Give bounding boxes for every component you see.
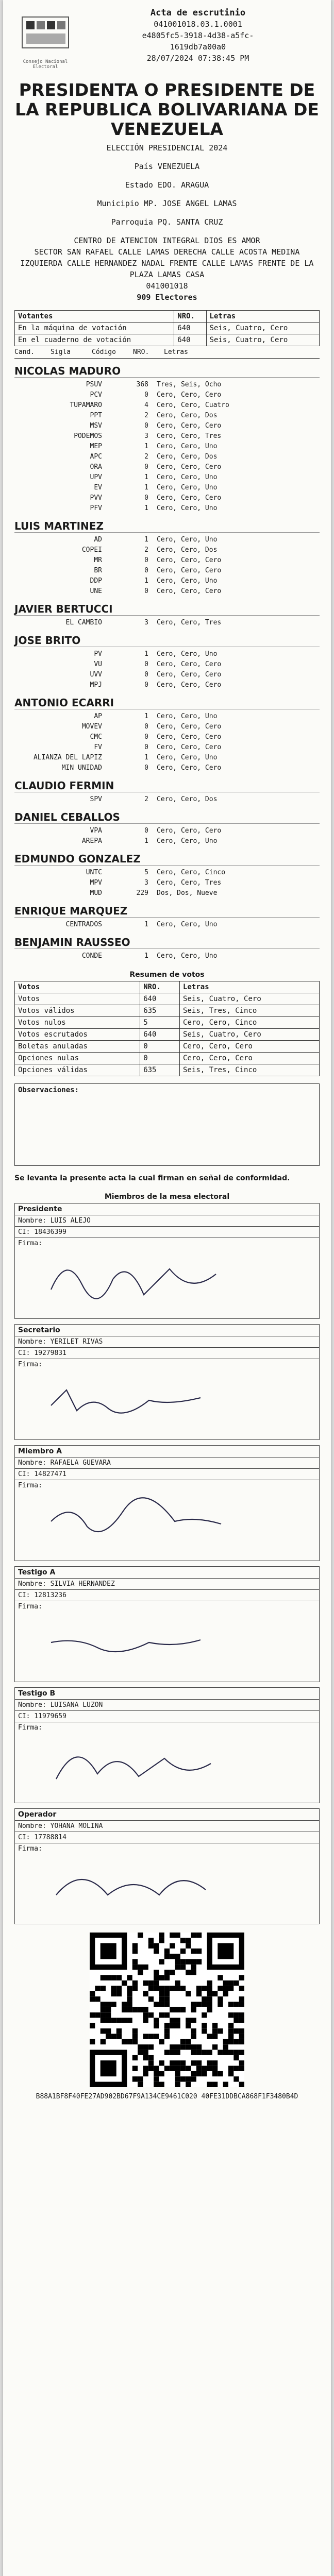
party-votes: 0 bbox=[144, 764, 148, 772]
party-row bbox=[14, 763, 320, 773]
party-votes: 2 bbox=[144, 453, 148, 461]
signature-area bbox=[15, 1601, 319, 1682]
member-ci: CI: 18436399 bbox=[15, 1227, 319, 1238]
party-votes-words: Cero, Cero, Cuatro bbox=[157, 401, 229, 409]
candidate-name: BENJAMIN RAUSSEO bbox=[14, 936, 320, 949]
party-row bbox=[14, 826, 320, 836]
party-votes: 4 bbox=[144, 401, 148, 409]
member-role: Secretario bbox=[15, 1325, 319, 1336]
parish: Parroquia PQ. SANTA CRUZ bbox=[111, 217, 223, 227]
signature-icon bbox=[46, 1490, 231, 1552]
country: País VENEZUELA bbox=[134, 162, 200, 171]
party-votes-words: Cero, Cero, Cinco bbox=[157, 869, 226, 876]
party-votes-words: Dos, Dos, Nueve bbox=[157, 889, 218, 897]
member-role: Operador bbox=[15, 1809, 319, 1821]
cell: 5 bbox=[140, 1017, 180, 1029]
party-votes: 0 bbox=[144, 723, 148, 731]
acta-header bbox=[14, 7, 320, 74]
signature-icon bbox=[46, 1369, 231, 1431]
member-role: Miembro A bbox=[15, 1446, 319, 1458]
member-box bbox=[14, 1445, 320, 1561]
col-nro: NRO. bbox=[133, 348, 149, 356]
party-row bbox=[14, 920, 320, 930]
voters-col: Votantes bbox=[15, 311, 174, 323]
cell: 640 bbox=[140, 993, 180, 1005]
party-votes: 1 bbox=[144, 443, 148, 450]
party-votes-words: Cero, Cero, Cero bbox=[157, 733, 222, 741]
party-acronym: MPV bbox=[90, 879, 102, 887]
party-votes-words: Cero, Cero, Uno bbox=[157, 837, 218, 845]
acta-hash-1: e4805fc5-3918-4d38-a5fc- bbox=[142, 31, 254, 40]
cell: 640 bbox=[140, 1029, 180, 1041]
party-votes-words: Cero, Cero, Cero bbox=[157, 494, 222, 502]
candidate-name: EDMUNDO GONZALEZ bbox=[14, 853, 320, 866]
party-votes: 0 bbox=[144, 681, 148, 689]
firma-label: Firma: bbox=[18, 1361, 42, 1368]
party-votes: 0 bbox=[144, 463, 148, 471]
party-votes-words: Cero, Cero, Cero bbox=[157, 723, 222, 731]
party-acronym: MUD bbox=[90, 889, 102, 897]
party-acronym: UPV bbox=[90, 473, 102, 481]
member-ci: CI: 11979659 bbox=[15, 1711, 319, 1722]
candidate-name: CLAUDIO FERMIN bbox=[14, 779, 320, 792]
party-votes: 0 bbox=[144, 391, 148, 399]
party-votes: 0 bbox=[144, 827, 148, 835]
party-row bbox=[14, 566, 320, 576]
party-votes-words: Tres, Seis, Ocho bbox=[157, 381, 222, 388]
statement: Se levanta la presente acta la cual firman en señal de conformidad. bbox=[14, 1174, 290, 1182]
party-acronym: SPV bbox=[90, 795, 102, 803]
party-acronym: PCV bbox=[90, 391, 102, 399]
party-row bbox=[14, 888, 320, 899]
cell: Seis, Cuatro, Cero bbox=[180, 993, 320, 1005]
signature-area bbox=[15, 1238, 319, 1318]
party-votes: 1 bbox=[144, 484, 148, 492]
table-row bbox=[15, 1064, 320, 1076]
member-role: Presidente bbox=[15, 1204, 319, 1215]
summary-col: Letras bbox=[180, 981, 320, 993]
signature-icon bbox=[46, 1733, 231, 1794]
candidates-column-header bbox=[14, 346, 320, 359]
party-votes: 0 bbox=[144, 556, 148, 564]
party-votes: 0 bbox=[144, 567, 148, 574]
party-row bbox=[14, 421, 320, 431]
center-address: SECTOR SAN RAFAEL CALLE LAMAS DERECHA CALLE ACOSTA MEDINA IZQUIERDA CALLE HERNANDEZ NADAL FRENTE CALLE LAMAS FRENTE DE LA PLAZA LAMAS CASA bbox=[20, 247, 314, 279]
col-codigo: Código bbox=[92, 348, 116, 356]
party-row bbox=[14, 380, 320, 390]
party-acronym: CONDE bbox=[81, 952, 102, 960]
party-votes: 3 bbox=[144, 879, 148, 887]
party-votes: 2 bbox=[144, 412, 148, 419]
party-acronym: VPA bbox=[90, 827, 102, 835]
cell: 635 bbox=[140, 1005, 180, 1017]
party-votes-words: Cero, Cero, Cero bbox=[157, 567, 222, 574]
cell: Votos nulos bbox=[15, 1017, 140, 1029]
party-row bbox=[14, 400, 320, 411]
member-name: Nombre: LUIS ALEJO bbox=[15, 1215, 319, 1227]
signature-area bbox=[15, 1480, 319, 1561]
party-votes: 1 bbox=[144, 650, 148, 658]
party-votes: 0 bbox=[144, 743, 148, 751]
party-acronym: MPJ bbox=[90, 681, 102, 689]
party-row bbox=[14, 878, 320, 888]
firma-label: Firma: bbox=[18, 1603, 42, 1611]
party-votes-words: Cero, Cero, Uno bbox=[157, 577, 218, 585]
party-votes: 229 bbox=[136, 889, 148, 897]
party-votes-words: Cero, Cero, Cero bbox=[157, 556, 222, 564]
party-votes: 1 bbox=[144, 754, 148, 761]
party-acronym: FV bbox=[94, 743, 102, 751]
cell: Boletas anuladas bbox=[15, 1041, 140, 1053]
party-votes-words: Cero, Cero, Cero bbox=[157, 827, 222, 835]
member-name: Nombre: YOHANA MOLINA bbox=[15, 1821, 319, 1832]
party-votes-words: Cero, Cero, Dos bbox=[157, 453, 218, 461]
center-code: 041001018 bbox=[146, 281, 188, 291]
member-name: Nombre: LUISANA LUZON bbox=[15, 1700, 319, 1711]
party-acronym: UNE bbox=[90, 587, 102, 595]
cell: 635 bbox=[140, 1064, 180, 1076]
table-row bbox=[15, 1053, 320, 1064]
party-votes-words: Cero, Cero, Cero bbox=[157, 587, 222, 595]
member-ci: CI: 19279831 bbox=[15, 1348, 319, 1359]
party-votes: 368 bbox=[136, 381, 148, 388]
party-votes: 1 bbox=[144, 713, 148, 720]
signature-icon bbox=[46, 1612, 231, 1673]
party-acronym: MR bbox=[94, 556, 102, 564]
candidate-name: LUIS MARTINEZ bbox=[14, 520, 320, 533]
candidate-name: JAVIER BERTUCCI bbox=[14, 603, 320, 616]
member-box bbox=[14, 1203, 320, 1319]
voters-col: NRO. bbox=[174, 311, 206, 323]
member-name: Nombre: RAFAELA GUEVARA bbox=[15, 1458, 319, 1469]
party-acronym: VU bbox=[94, 660, 102, 668]
cell: 0 bbox=[140, 1041, 180, 1053]
cell: Cero, Cero, Cinco bbox=[180, 1017, 320, 1029]
party-votes-words: Cero, Cero, Dos bbox=[157, 795, 218, 803]
table-row bbox=[15, 1017, 320, 1029]
summary-col: NRO. bbox=[140, 981, 180, 993]
cell: 640 bbox=[174, 334, 206, 346]
cell: Cero, Cero, Cero bbox=[180, 1053, 320, 1064]
firma-label: Firma: bbox=[18, 1482, 42, 1489]
party-votes-words: Cero, Cero, Uno bbox=[157, 443, 218, 450]
party-votes: 1 bbox=[144, 952, 148, 960]
cell: Opciones nulas bbox=[15, 1053, 140, 1064]
party-row bbox=[14, 649, 320, 659]
cell: Votos escrutados bbox=[15, 1029, 140, 1041]
cell: Votos bbox=[15, 993, 140, 1005]
party-acronym: MSV bbox=[90, 422, 102, 430]
party-row bbox=[14, 742, 320, 753]
party-acronym: PPT bbox=[90, 412, 102, 419]
party-acronym: CENTRADOS bbox=[65, 921, 102, 928]
observations-box bbox=[14, 1083, 320, 1166]
cell: Seis, Cuatro, Cero bbox=[206, 334, 319, 346]
party-votes-words: Cero, Cero, Dos bbox=[157, 546, 218, 554]
party-row bbox=[14, 493, 320, 503]
table-row bbox=[15, 323, 320, 334]
location-block bbox=[14, 142, 320, 303]
party-acronym: ORA bbox=[90, 463, 102, 471]
party-votes-words: Cero, Cero, Uno bbox=[157, 754, 218, 761]
party-acronym: UVV bbox=[90, 671, 102, 679]
party-acronym: MEP bbox=[90, 443, 102, 450]
party-votes-words: Cero, Cero, Cero bbox=[157, 660, 222, 668]
col-sigla: Sigla bbox=[51, 348, 71, 356]
cell: Votos válidos bbox=[15, 1005, 140, 1017]
party-votes: 1 bbox=[144, 577, 148, 585]
acta-label: Acta de escrutinio bbox=[150, 8, 246, 18]
firma-label: Firma: bbox=[18, 1240, 42, 1247]
cell: En el cuaderno de votación bbox=[15, 334, 174, 346]
cell: Cero, Cero, Cero bbox=[180, 1041, 320, 1053]
party-row bbox=[14, 753, 320, 763]
table-row bbox=[15, 993, 320, 1005]
cell: Seis, Cuatro, Cero bbox=[206, 323, 319, 334]
center-name: CENTRO DE ATENCION INTEGRAL DIOS ES AMOR bbox=[74, 236, 260, 245]
party-votes: 1 bbox=[144, 921, 148, 928]
party-acronym: PODEMOS bbox=[74, 432, 102, 440]
party-votes-words: Cero, Cero, Uno bbox=[157, 473, 218, 481]
party-votes-words: Cero, Cero, Uno bbox=[157, 536, 218, 544]
party-row bbox=[14, 722, 320, 732]
summary-table bbox=[14, 981, 320, 1076]
cell: 640 bbox=[174, 323, 206, 334]
summary-title: Resumen de votos bbox=[129, 971, 205, 979]
party-acronym: DDP bbox=[90, 577, 102, 585]
party-votes: 1 bbox=[144, 473, 148, 481]
member-ci: CI: 14827471 bbox=[15, 1469, 319, 1480]
member-box bbox=[14, 1687, 320, 1803]
party-row bbox=[14, 545, 320, 555]
acta-meta bbox=[76, 7, 320, 74]
firma-label: Firma: bbox=[18, 1724, 42, 1732]
party-row bbox=[14, 462, 320, 472]
party-votes: 3 bbox=[144, 619, 148, 626]
party-row bbox=[14, 711, 320, 722]
member-ci: CI: 17788814 bbox=[15, 1832, 319, 1843]
acta-number: 041001018.03.1.0001 bbox=[154, 20, 242, 29]
summary-col: Votos bbox=[15, 981, 140, 993]
party-acronym: MOVEV bbox=[81, 723, 102, 731]
party-votes-words: Cero, Cero, Cero bbox=[157, 681, 222, 689]
party-row bbox=[14, 586, 320, 597]
party-votes-words: Cero, Cero, Uno bbox=[157, 504, 218, 512]
party-votes: 0 bbox=[144, 587, 148, 595]
party-row bbox=[14, 442, 320, 452]
cne-logo bbox=[14, 7, 76, 74]
party-row bbox=[14, 503, 320, 514]
party-votes: 2 bbox=[144, 795, 148, 803]
party-acronym: TUPAMARO bbox=[70, 401, 102, 409]
acta-timestamp: 28/07/2024 07:38:45 PM bbox=[146, 54, 249, 63]
party-votes-words: Cero, Cero, Uno bbox=[157, 484, 218, 492]
party-votes: 0 bbox=[144, 494, 148, 502]
cell: 0 bbox=[140, 1053, 180, 1064]
signature-icon bbox=[46, 1854, 231, 1916]
party-row bbox=[14, 555, 320, 566]
member-box bbox=[14, 1566, 320, 1682]
electors-count: 909 Electores bbox=[137, 293, 197, 302]
observations-label: Observaciones: bbox=[18, 1086, 79, 1094]
party-acronym: COPEI bbox=[81, 546, 102, 554]
signature-area bbox=[15, 1722, 319, 1803]
party-acronym: BR bbox=[94, 567, 102, 574]
firma-label: Firma: bbox=[18, 1845, 42, 1853]
voters-col: Letras bbox=[206, 311, 319, 323]
party-votes: 0 bbox=[144, 422, 148, 430]
voters-table bbox=[14, 310, 320, 346]
party-votes-words: Cero, Cero, Uno bbox=[157, 713, 218, 720]
member-box bbox=[14, 1808, 320, 1924]
party-row bbox=[14, 472, 320, 483]
party-votes: 0 bbox=[144, 733, 148, 741]
table-row bbox=[15, 334, 320, 346]
state: Estado EDO. ARAGUA bbox=[125, 180, 209, 190]
table-row bbox=[15, 1005, 320, 1017]
signature-icon bbox=[46, 1248, 231, 1310]
party-acronym: APC bbox=[90, 453, 102, 461]
election-title: PRESIDENTA O PRESIDENTE DE LA REPUBLICA BOLIVARIANA DE VENEZUELA bbox=[15, 80, 319, 139]
party-row bbox=[14, 794, 320, 805]
party-votes-words: Cero, Cero, Tres bbox=[157, 619, 222, 626]
candidate-name: DANIEL CEBALLOS bbox=[14, 811, 320, 824]
party-acronym: ALIANZA DEL LAPIZ bbox=[33, 754, 102, 761]
members-list bbox=[14, 1203, 320, 1924]
party-votes: 1 bbox=[144, 536, 148, 544]
party-votes: 3 bbox=[144, 432, 148, 440]
party-votes-words: Cero, Cero, Cero bbox=[157, 743, 222, 751]
party-row bbox=[14, 535, 320, 545]
member-name: Nombre: SILVIA HERNANDEZ bbox=[15, 1579, 319, 1590]
candidate-name: JOSE BRITO bbox=[14, 634, 320, 647]
party-row bbox=[14, 452, 320, 462]
footer-hash: B88A1BF8F40FE27AD902BD67F9A134CE9461C020 40FE31DDBCA868F1F3480B4D bbox=[36, 2093, 298, 2100]
party-votes-words: Cero, Cero, Tres bbox=[157, 879, 222, 887]
party-row bbox=[14, 576, 320, 586]
party-acronym: AP bbox=[94, 713, 102, 720]
candidate-name: ENRIQUE MARQUEZ bbox=[14, 905, 320, 918]
party-acronym: EL CAMBIO bbox=[65, 619, 102, 626]
member-role: Testigo A bbox=[15, 1567, 319, 1579]
party-acronym: PSUV bbox=[86, 381, 102, 388]
party-votes-words: Cero, Cero, Uno bbox=[157, 952, 218, 960]
table-row bbox=[15, 1041, 320, 1053]
party-acronym: MIN UNIDAD bbox=[61, 764, 102, 772]
candidate-name: NICOLAS MADURO bbox=[14, 365, 320, 378]
party-acronym: PV bbox=[94, 650, 102, 658]
party-votes: 2 bbox=[144, 546, 148, 554]
party-votes-words: Cero, Cero, Uno bbox=[157, 921, 218, 928]
logo-caption: Consejo Nacional Electoral bbox=[23, 59, 68, 70]
qr-code-icon bbox=[90, 1933, 244, 2087]
cell: Opciones válidas bbox=[15, 1064, 140, 1076]
member-ci: CI: 12813236 bbox=[15, 1590, 319, 1601]
party-row bbox=[14, 618, 320, 628]
party-acronym: EV bbox=[94, 484, 102, 492]
party-row bbox=[14, 483, 320, 493]
members-title: Miembros de la mesa electoral bbox=[104, 1193, 230, 1201]
party-votes-words: Cero, Cero, Cero bbox=[157, 764, 222, 772]
party-row bbox=[14, 390, 320, 400]
party-row bbox=[14, 951, 320, 961]
party-votes: 0 bbox=[144, 660, 148, 668]
party-votes-words: Cero, Cero, Cero bbox=[157, 422, 222, 430]
party-votes-words: Cero, Cero, Tres bbox=[157, 432, 222, 440]
qr-code bbox=[14, 1933, 320, 2087]
party-votes-words: Cero, Cero, Cero bbox=[157, 463, 222, 471]
candidates-list bbox=[14, 365, 320, 961]
party-votes: 0 bbox=[144, 671, 148, 679]
election-name: ELECCIÓN PRESIDENCIAL 2024 bbox=[106, 143, 228, 152]
party-votes-words: Cero, Cero, Dos bbox=[157, 412, 218, 419]
party-votes: 1 bbox=[144, 504, 148, 512]
party-acronym: PVV bbox=[90, 494, 102, 502]
party-acronym: AREPA bbox=[81, 837, 102, 845]
municipality: Municipio MP. JOSE ANGEL LAMAS bbox=[97, 199, 237, 208]
party-acronym: AD bbox=[94, 536, 102, 544]
acta-hash-2: 1619db7a00a0 bbox=[170, 42, 226, 52]
party-acronym: UNTC bbox=[86, 869, 102, 876]
col-cand: Cand. bbox=[14, 348, 35, 356]
party-row bbox=[14, 732, 320, 742]
table-row bbox=[15, 1029, 320, 1041]
party-row bbox=[14, 868, 320, 878]
signature-area bbox=[15, 1843, 319, 1924]
party-acronym: PFV bbox=[90, 504, 102, 512]
cne-logo-icon bbox=[17, 12, 74, 58]
party-row bbox=[14, 431, 320, 442]
acta-paper bbox=[3, 0, 331, 2576]
signature-area bbox=[15, 1359, 319, 1439]
party-acronym: CMC bbox=[90, 733, 102, 741]
cell: En la máquina de votación bbox=[15, 323, 174, 334]
party-votes-words: Cero, Cero, Cero bbox=[157, 391, 222, 399]
party-votes-words: Cero, Cero, Uno bbox=[157, 650, 218, 658]
candidate-name: ANTONIO ECARRI bbox=[14, 697, 320, 709]
cell: Seis, Cuatro, Cero bbox=[180, 1029, 320, 1041]
party-row bbox=[14, 411, 320, 421]
party-row bbox=[14, 659, 320, 670]
member-name: Nombre: YERILET RIVAS bbox=[15, 1336, 319, 1348]
party-row bbox=[14, 670, 320, 680]
party-votes-words: Cero, Cero, Cero bbox=[157, 671, 222, 679]
member-role: Testigo B bbox=[15, 1688, 319, 1700]
cell: Seis, Tres, Cinco bbox=[180, 1005, 320, 1017]
party-votes: 5 bbox=[144, 869, 148, 876]
party-row bbox=[14, 836, 320, 846]
party-row bbox=[14, 680, 320, 690]
cell: Seis, Tres, Cinco bbox=[180, 1064, 320, 1076]
col-letras: Letras bbox=[164, 348, 188, 356]
party-votes: 1 bbox=[144, 837, 148, 845]
member-box bbox=[14, 1324, 320, 1440]
